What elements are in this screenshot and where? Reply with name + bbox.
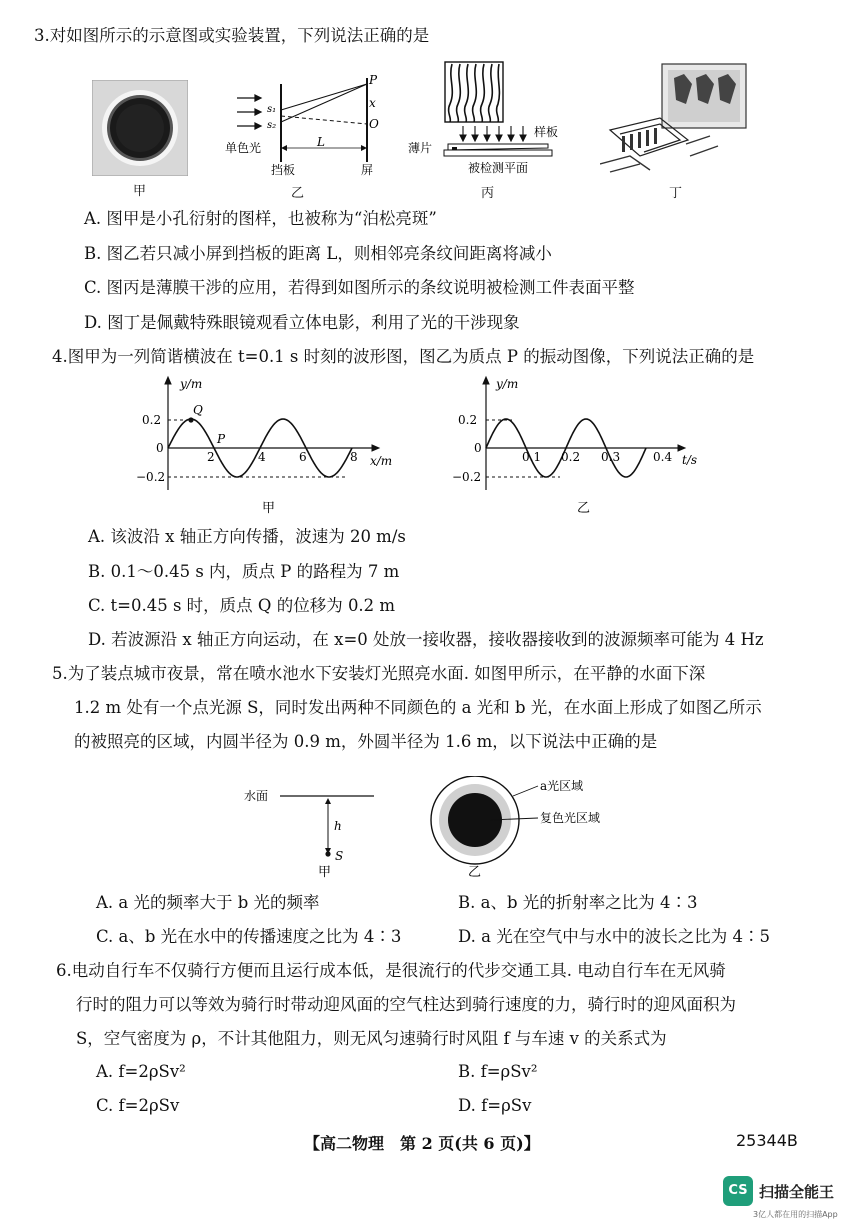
graph-yi-ylabel: y/m: [496, 377, 519, 391]
label-h: h: [334, 819, 342, 833]
q5-stem-line-1: 5.为了装点城市夜景，常在喷水池水下安装灯光照亮水面. 如图甲所示，在平静的水面下深: [52, 664, 706, 683]
q3-stem: 3.对如图所示的示意图或实验装置，下列说法正确的是: [34, 26, 430, 45]
graph-jia-xtick-8: 8: [350, 450, 358, 464]
label-L: L: [317, 135, 325, 149]
label-s1: s₁: [267, 104, 277, 115]
label-tested-plane: 被检测平面: [468, 161, 529, 175]
label-monochrome: 单色光: [225, 141, 262, 155]
q3-option-a: A. 图甲是小孔衍射的图样，也被称为“泊松亮斑”: [84, 209, 437, 228]
label-a-region: a光区域: [540, 779, 584, 793]
graph-jia-xtick-2: 2: [207, 450, 215, 464]
q5-option-d: D. a 光在空气中与水中的波长之比为 4∶5: [458, 927, 770, 946]
label-screen: 屏: [361, 163, 374, 177]
q6-stem-line-3: S，空气密度为 ρ，不计其他阻力，则无风匀速骑行时风阻 f 与车速 v 的关系式为: [76, 1029, 667, 1048]
point-Q-marker: [188, 417, 193, 422]
graph-jia-ylabel: y/m: [180, 377, 203, 391]
q4-stem: 4.图甲为一列简谐横波在 t=0.1 s 时刻的波形图，图乙为质点 P 的振动图像，下列说法正确的是: [52, 347, 755, 366]
label-O: O: [369, 117, 379, 131]
q3-figure-jia: [92, 80, 188, 176]
label-baffle: 挡板: [271, 163, 296, 177]
q3-figure-yi: [225, 74, 385, 180]
q3-option-d: D. 图丁是佩戴特殊眼镜观看立体电影，利用了光的干涉现象: [84, 313, 520, 332]
graph-jia-label-Q: Q: [193, 403, 203, 417]
q3-option-c: C. 图丙是薄膜干涉的应用，若得到如图所示的条纹说明被检测工件表面平整: [84, 278, 635, 297]
label-S: S: [335, 849, 344, 863]
graph-jia-xlabel: x/m: [370, 454, 393, 468]
graph-yi-ytick-zero: 0: [474, 441, 482, 455]
graph-jia-ytick-zero: 0: [156, 441, 164, 455]
page-footer: 【高二物理 第 2 页(共 6 页)】: [304, 1134, 540, 1153]
graph-jia-xtick-6: 6: [299, 450, 307, 464]
graph-yi-xtick-2: 0.2: [561, 450, 581, 464]
q6-option-d: D. f=ρSv: [458, 1096, 532, 1115]
q5-figure-jia: [244, 780, 384, 880]
q6-option-b: B. f=ρSv²: [458, 1062, 538, 1081]
watermark-name: 扫描全能王: [759, 1183, 835, 1201]
caption-jia: 甲: [133, 184, 147, 199]
caption-yi: 乙: [291, 186, 305, 201]
q4-option-a: A. 该波沿 x 轴正方向传播，波速为 20 m/s: [88, 527, 406, 546]
q6-stem-line-1: 6.电动自行车不仅骑行方便而且运行成本低，是很流行的代步交通工具. 电动自行车在无风骑: [56, 961, 726, 980]
graph-yi-xtick-1: 0.1: [522, 450, 542, 464]
q5-figure-yi: [420, 776, 620, 880]
q6-option-c: C. f=2ρSv: [96, 1096, 180, 1115]
q5-option-c: C. a、b 光在水中的传播速度之比为 4∶3: [96, 927, 402, 946]
graph-jia-label-P: P: [217, 432, 226, 446]
graph-yi-xlabel: t/s: [682, 453, 698, 467]
label-s2: s₂: [267, 120, 277, 131]
camscanner-logo-icon: CS: [723, 1176, 753, 1206]
q4-graph-jia: [136, 372, 400, 524]
q5-option-a: A. a 光的频率大于 b 光的频率: [96, 893, 320, 912]
q4-graph-yi: [450, 372, 708, 524]
q5-stem-line-3: 的被照亮的区域，内圆半径为 0.9 m，外圆半径为 1.6 m，以下说法中正确的是: [74, 732, 658, 751]
graph-jia-ytick-bottom: −0.2: [136, 470, 166, 484]
q6-stem-line-2: 行时的阻力可以等效为骑行时带动迎风面的空气柱达到骑行速度的力，骑行时的迎风面积为: [76, 995, 736, 1014]
graph-yi-ytick-bottom: −0.2: [452, 470, 482, 484]
q5-option-b: B. a、b 光的折射率之比为 4∶3: [458, 893, 698, 912]
paper-code: 25344B: [736, 1131, 798, 1150]
watermark-subtitle: 3亿人都在用的扫描App: [753, 1210, 838, 1219]
q4-option-b: B. 0.1～0.45 s 内，质点 P 的路程为 7 m: [88, 562, 400, 581]
graph-yi-ytick-top: 0.2: [458, 413, 478, 427]
graph-yi-xtick-3: 0.3: [601, 450, 621, 464]
caption-bing: 丙: [481, 186, 495, 201]
label-P: P: [369, 74, 378, 87]
graph-yi-caption: 乙: [577, 501, 591, 516]
label-water-surface: 水面: [244, 789, 269, 803]
label-x: x: [369, 96, 376, 110]
graph-jia-caption: 甲: [262, 501, 276, 516]
caption-ding: 丁: [669, 186, 683, 201]
label-template: 样板: [534, 125, 559, 139]
q3-figure-bing: [408, 60, 568, 178]
graph-jia-xtick-4: 4: [258, 450, 266, 464]
label-thin-sheet: 薄片: [408, 141, 433, 155]
q6-option-a: A. f=2ρSv²: [96, 1062, 186, 1081]
q4-option-c: C. t=0.45 s 时，质点 Q 的位移为 0.2 m: [88, 596, 396, 615]
scanner-watermark: [723, 1176, 863, 1222]
caption-q5-jia: 甲: [318, 865, 332, 880]
graph-jia-ytick-top: 0.2: [142, 413, 162, 427]
q3-figure-ding: [600, 60, 750, 178]
q4-option-d: D. 若波源沿 x 轴正方向运动，在 x=0 处放一接收器，接收器接收到的波源频率可能为 4 Hz: [88, 630, 764, 649]
label-mixed-region: 复色光区域: [540, 811, 601, 825]
q5-stem-line-2: 1.2 m 处有一个点光源 S，同时发出两种不同颜色的 a 光和 b 光，在水面上形成了如图乙所示: [74, 698, 762, 717]
q3-option-b: B. 图乙若只减小屏到挡板的距离 L，则相邻亮条纹间距离将减小: [84, 244, 552, 263]
caption-q5-yi: 乙: [468, 865, 482, 880]
graph-yi-xtick-4: 0.4: [653, 450, 673, 464]
